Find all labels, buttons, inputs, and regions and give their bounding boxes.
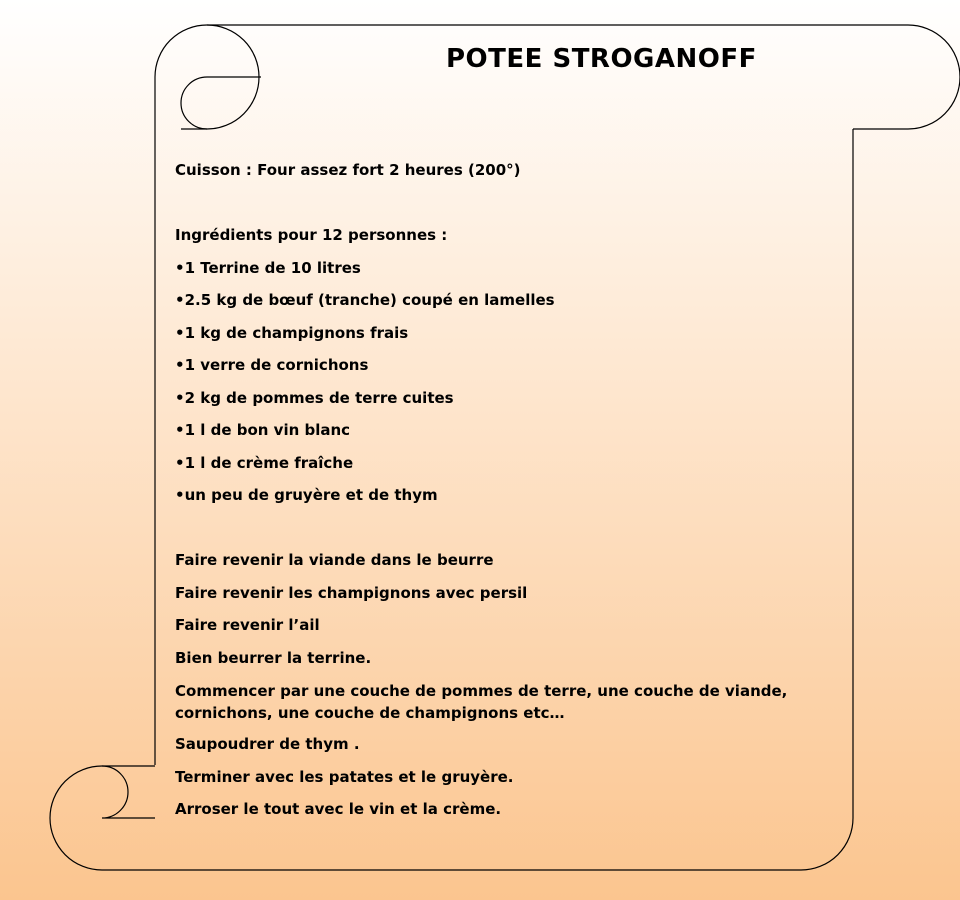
recipe-step: Saupoudrer de thym .	[175, 735, 360, 753]
ingredient-item: •1 kg de champignons frais	[175, 324, 409, 342]
cooking-info: Cuisson : Four assez fort 2 heures (200°)	[175, 161, 521, 179]
recipe-title: POTEE STROGANOFF	[446, 44, 757, 74]
recipe-step: Terminer avec les patates et le gruyère.	[175, 768, 514, 786]
recipe-step: cornichons, une couche de champignons etc…	[175, 704, 565, 722]
ingredients-header: Ingrédients pour 12 personnes :	[175, 226, 448, 244]
ingredient-item: •2.5 kg de bœuf (tranche) coupé en lamelles	[175, 291, 555, 309]
ingredient-item: •2 kg de pommes de terre cuites	[175, 389, 454, 407]
recipe-step: Faire revenir les champignons avec persil	[175, 584, 528, 602]
ingredient-item: •1 verre de cornichons	[175, 356, 369, 374]
recipe-step: Faire revenir l’ail	[175, 616, 320, 634]
ingredient-item: •un peu de gruyère et de thym	[175, 486, 438, 504]
ingredient-item: •1 Terrine de 10 litres	[175, 259, 361, 277]
recipe-step: Faire revenir la viande dans le beurre	[175, 551, 494, 569]
ingredient-item: •1 l de bon vin blanc	[175, 421, 351, 439]
ingredient-item: •1 l de crème fraîche	[175, 454, 354, 472]
recipe-step: Bien beurrer la terrine.	[175, 649, 372, 667]
recipe-step: Arroser le tout avec le vin et la crème.	[175, 800, 502, 818]
recipe-step: Commencer par une couche de pommes de terre, une couche de viande,	[175, 682, 788, 700]
